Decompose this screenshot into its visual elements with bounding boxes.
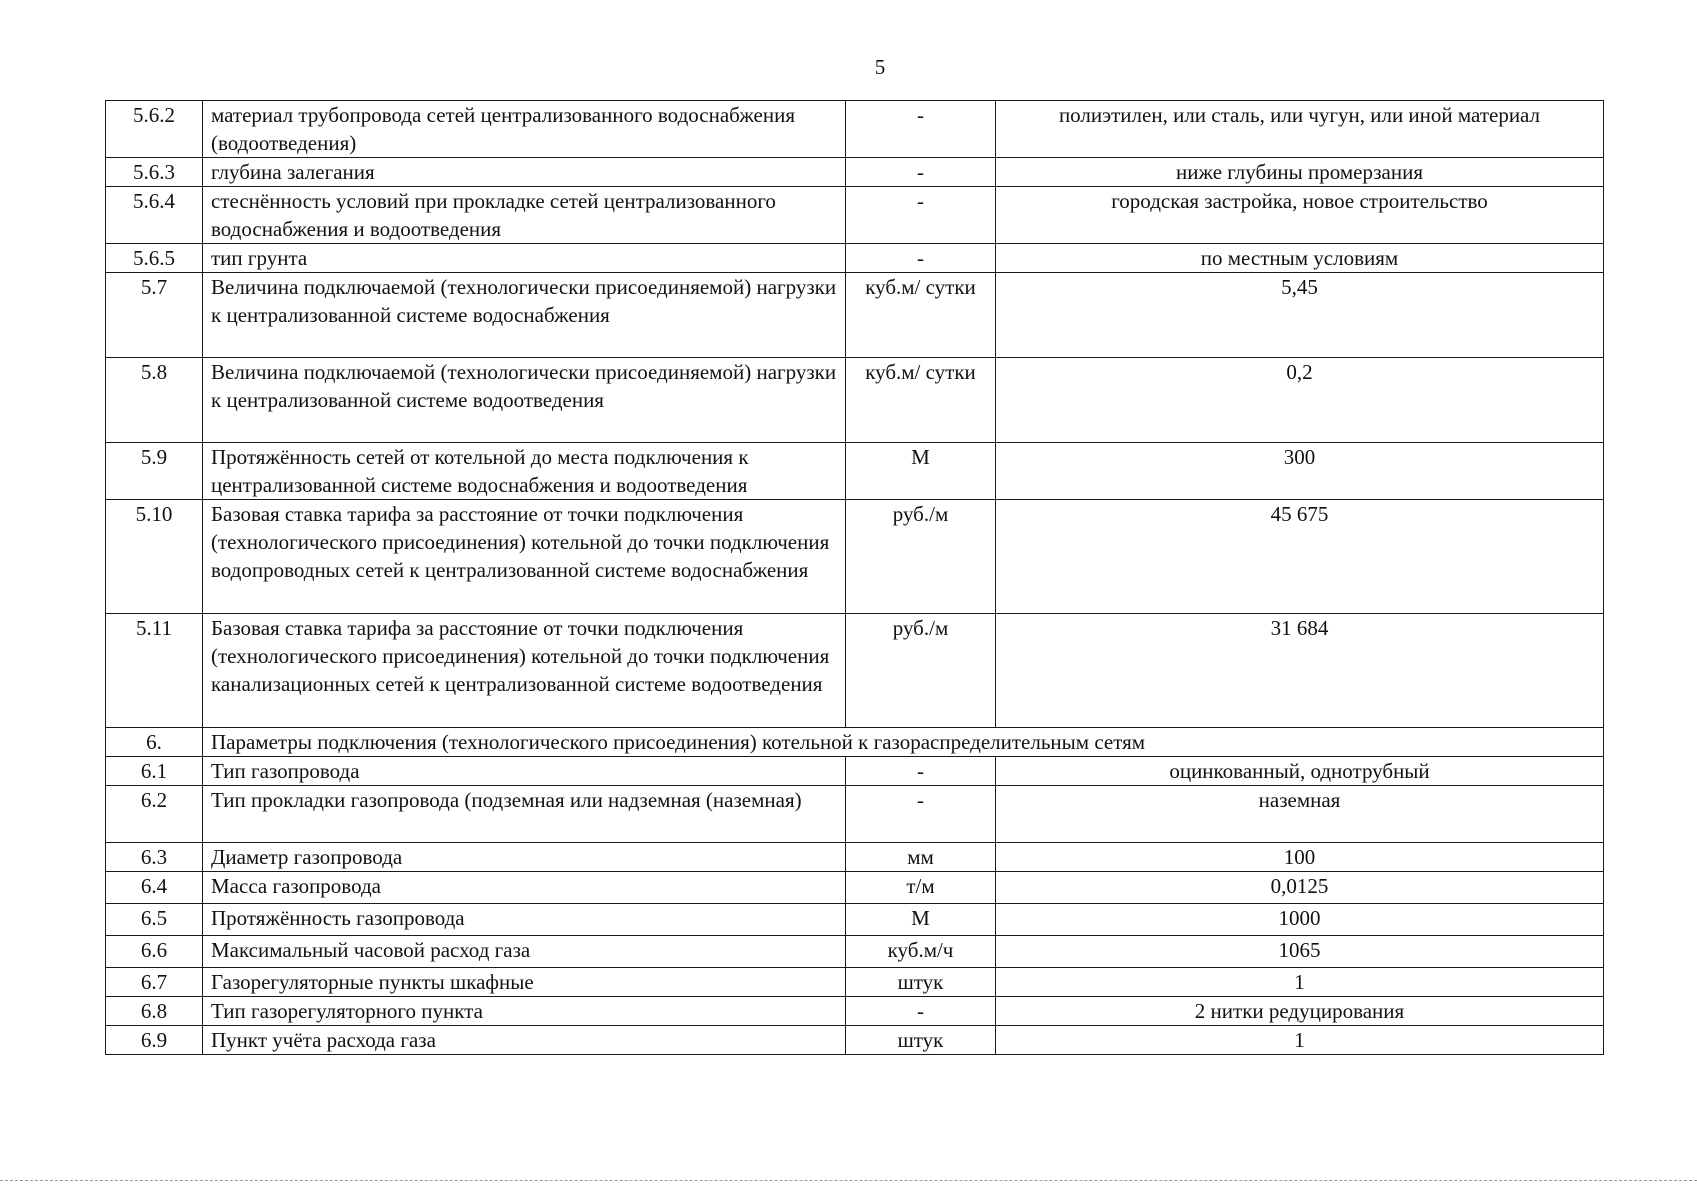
row-unit: - [846,187,996,244]
table-row [106,614,1604,728]
row-value: 300 [996,443,1604,500]
row-unit: куб.м/ сутки [846,358,996,443]
table-row [106,757,1604,786]
row-unit: - [846,997,996,1026]
row-value: 2 нитки редуцирования [996,997,1604,1026]
row-parameter: Тип газопровода [203,757,846,786]
row-number: 5.9 [106,443,203,500]
row-number: 5.6.2 [106,101,203,158]
row-value: по местным условиям [996,244,1604,273]
row-parameter: Тип газорегуляторного пункта [203,997,846,1026]
table-row [106,273,1604,358]
row-number: 5.6.4 [106,187,203,244]
table-row [106,843,1604,872]
table-row [106,1026,1604,1055]
row-value: наземная [996,786,1604,843]
row-unit: т/м [846,872,996,904]
row-number: 5.6.5 [106,244,203,273]
row-parameter: глубина залегания [203,158,846,187]
row-parameter: Максимальный часовой расход газа [203,936,846,968]
row-number: 6.9 [106,1026,203,1055]
row-unit: штук [846,1026,996,1055]
row-value: 1065 [996,936,1604,968]
table-row [106,101,1604,158]
row-value: 100 [996,843,1604,872]
table-row [106,244,1604,273]
row-parameter: Протяжённость газопровода [203,904,846,936]
row-parameter: Величина подключаемой (технологически присоединяемой) нагрузки к централизованной системе водоснабжения [203,273,846,358]
row-value: оцинкованный, однотрубный [996,757,1604,786]
row-value: городская застройка, новое строительство [996,187,1604,244]
row-parameter: Протяжённость сетей от котельной до места подключения к централизованной системе водоснабжения и водоотведения [203,443,846,500]
row-unit: - [846,158,996,187]
row-number: 5.7 [106,273,203,358]
row-number: 6.1 [106,757,203,786]
row-number: 6.4 [106,872,203,904]
row-unit: - [846,786,996,843]
row-value: 0,2 [996,358,1604,443]
row-value: 5,45 [996,273,1604,358]
row-parameter: Газорегуляторные пункты шкафные [203,968,846,997]
row-unit: куб.м/ч [846,936,996,968]
row-parameter: Диаметр газопровода [203,843,846,872]
row-value: 31 684 [996,614,1604,728]
table-row [106,187,1604,244]
row-parameter: Величина подключаемой (технологически присоединяемой) нагрузки к централизованной системе водоотведения [203,358,846,443]
page-bottom-divider [0,1180,1697,1181]
row-number: 6.7 [106,968,203,997]
parameters-table [105,100,1604,1055]
row-unit: мм [846,843,996,872]
table-row [106,872,1604,904]
row-parameter: стеснённость условий при прокладке сетей централизованного водоснабжения и водоотведения [203,187,846,244]
table-row [106,936,1604,968]
row-number: 6.8 [106,997,203,1026]
table-row [106,904,1604,936]
table-row [106,158,1604,187]
table-row [106,786,1604,843]
row-parameter: Масса газопровода [203,872,846,904]
row-parameter: Базовая ставка тарифа за расстояние от точки подключения (технологического присоединения) котельной до точки подключения водопроводных сетей к централизованной системе водоснабжения [203,500,846,614]
row-parameter: Тип прокладки газопровода (подземная или надземная (наземная) [203,786,846,843]
row-number: 5.11 [106,614,203,728]
section-row [106,728,1604,757]
row-number: 6.3 [106,843,203,872]
row-unit: куб.м/ сутки [846,273,996,358]
row-number: 6.5 [106,904,203,936]
row-unit: - [846,757,996,786]
row-parameter: Базовая ставка тарифа за расстояние от точки подключения (технологического присоединения) котельной до точки подключения канализационных сетей к централизованной системе водоотведения [203,614,846,728]
page-number: 5 [874,55,886,79]
section-number: 6. [106,728,203,757]
row-unit: руб./м [846,614,996,728]
row-unit: М [846,443,996,500]
table-row [106,358,1604,443]
row-parameter: материал трубопровода сетей централизованного водоснабжения (водоотведения) [203,101,846,158]
row-parameter: тип грунта [203,244,846,273]
row-value: 45 675 [996,500,1604,614]
table-row [106,968,1604,997]
row-value: полиэтилен, или сталь, или чугун, или иной материал [996,101,1604,158]
row-unit: руб./м [846,500,996,614]
table-row [106,443,1604,500]
row-value: 0,0125 [996,872,1604,904]
table-row [106,500,1604,614]
row-unit: штук [846,968,996,997]
row-number: 6.6 [106,936,203,968]
section-title: Параметры подключения (технологического присоединения) котельной к газораспределительным сетям [203,728,1604,757]
row-number: 5.10 [106,500,203,614]
row-number: 5.6.3 [106,158,203,187]
row-value: 1 [996,968,1604,997]
row-unit: - [846,244,996,273]
row-value: 1000 [996,904,1604,936]
row-parameter: Пункт учёта расхода газа [203,1026,846,1055]
row-number: 5.8 [106,358,203,443]
row-unit: - [846,101,996,158]
row-value: ниже глубины промерзания [996,158,1604,187]
row-number: 6.2 [106,786,203,843]
table-row [106,997,1604,1026]
row-value: 1 [996,1026,1604,1055]
row-unit: М [846,904,996,936]
